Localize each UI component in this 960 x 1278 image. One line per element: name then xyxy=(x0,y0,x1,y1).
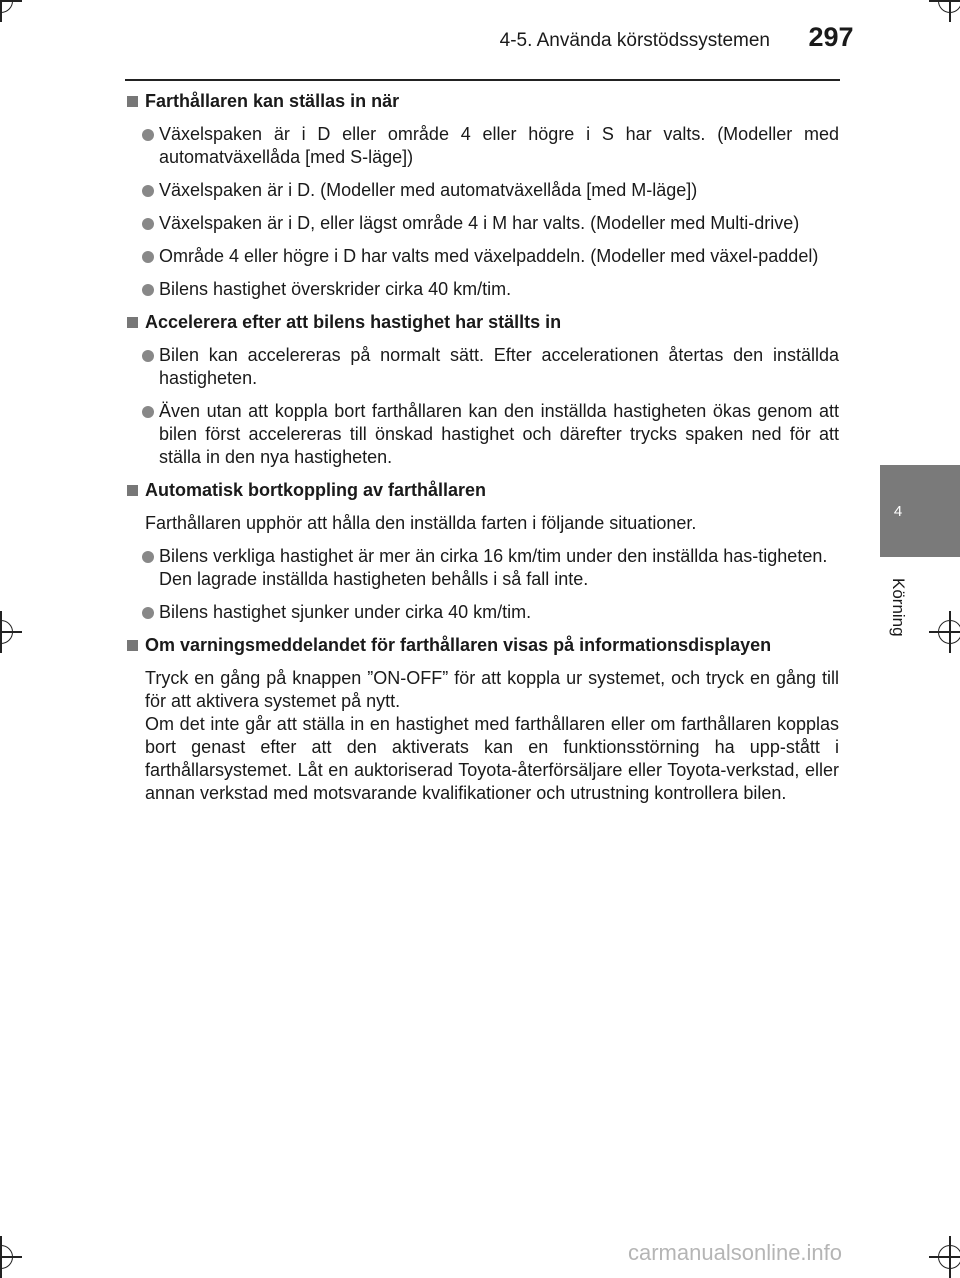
square-bullet-icon xyxy=(127,485,138,496)
section-auto-cancel xyxy=(127,479,839,624)
square-bullet-icon xyxy=(127,96,138,107)
registration-mark-icon xyxy=(0,620,13,644)
list-item-text: Bilens verkliga hastighet är mer än cirka 16 km/tim under den inställda has-tigheten. xyxy=(159,546,828,566)
section-cruise-settable xyxy=(127,90,839,301)
square-bullet-icon xyxy=(127,317,138,328)
list-item xyxy=(127,179,839,202)
registration-mark-icon xyxy=(938,0,960,13)
section-heading-text: Accelerera efter att bilens hastighet har ställts in xyxy=(145,312,562,332)
section-warning-message xyxy=(127,634,839,805)
list-item xyxy=(127,212,839,235)
list-item xyxy=(127,601,839,624)
circle-bullet-icon xyxy=(142,218,154,230)
circle-bullet-icon xyxy=(142,129,154,141)
list-item-text: Växelspaken är i D eller område 4 eller högre i S har valts. (Modeller med automatväxellåda [med S-läge]) xyxy=(159,124,839,167)
chapter-number: 4 xyxy=(893,503,903,520)
list-item-text: Område 4 eller högre i D har valts med växelpaddeln. (Modeller med växel-paddel) xyxy=(159,246,819,266)
page-content xyxy=(127,90,839,805)
running-header-title: 4-5. Använda körstödssystemen xyxy=(499,30,770,51)
list-item-text: Bilen kan accelereras på normalt sätt. Efter accelerationen återtas den inställda hastigheten. xyxy=(159,345,839,388)
list-item-text: Även utan att koppla bort farthållaren kan den inställda hastigheten ökas genom att bilen först accelereras till önskad hastighet och därefter trycks spaken ned för att ställa in den nya hastigheten. xyxy=(159,401,839,467)
section-heading xyxy=(127,479,839,502)
circle-bullet-icon xyxy=(142,406,154,418)
registration-mark-icon xyxy=(0,0,13,13)
circle-bullet-icon xyxy=(142,607,154,619)
section-paragraph xyxy=(127,667,839,805)
list-item xyxy=(127,344,839,390)
circle-bullet-icon xyxy=(142,350,154,362)
section-heading xyxy=(127,311,839,334)
page-number: 297 xyxy=(808,22,854,52)
registration-mark-icon xyxy=(938,620,960,644)
square-bullet-icon xyxy=(127,640,138,651)
registration-mark-icon xyxy=(938,1245,960,1269)
chapter-label: Körning xyxy=(889,578,908,637)
list-item xyxy=(127,123,839,169)
list-item-note: Den lagrade inställda hastigheten behålls i så fall inte. xyxy=(159,569,589,589)
section-heading-text: Automatisk bortkoppling av farthållaren xyxy=(145,480,487,500)
list-item-text: Bilens hastighet sjunker under cirka 40 km/tim. xyxy=(159,602,532,622)
section-accelerate xyxy=(127,311,839,469)
section-heading-text: Om varningsmeddelandet för farthållaren visas på informationsdisplayen xyxy=(145,635,772,655)
section-heading xyxy=(127,90,839,113)
registration-mark-icon xyxy=(0,1245,13,1269)
list-item xyxy=(127,400,839,469)
circle-bullet-icon xyxy=(142,284,154,296)
watermark: carmanualsonline.info xyxy=(628,1240,843,1265)
circle-bullet-icon xyxy=(142,185,154,197)
list-item xyxy=(127,245,839,268)
header-rule xyxy=(125,79,840,81)
list-item xyxy=(127,545,839,591)
circle-bullet-icon xyxy=(142,551,154,563)
paragraph-text: Tryck en gång på knappen ”ON-OFF” för att koppla ur systemet, och tryck en gång till för att aktivera systemet på nytt. xyxy=(145,668,839,711)
section-heading xyxy=(127,634,839,657)
paragraph-text: Om det inte går att ställa in en hastighet med farthållaren eller om farthållaren kopplas bort genast efter att den aktiverats kan en funktionsstörning ha upp-stått i farthållarsystemet. Låt en auktoriserad Toyota-återförsäljare eller Toyota-verkstad, eller annan verkstad med motsvarande kvalifikationer och utrustning kontrollera bilen. xyxy=(145,714,839,803)
list-item-text: Växelspaken är i D, eller lägst område 4 i M har valts. (Modeller med Multi-drive) xyxy=(159,213,800,233)
list-item-text: Bilens hastighet överskrider cirka 40 km/tim. xyxy=(159,279,512,299)
list-item-text: Växelspaken är i D. (Modeller med automatväxellåda [med M-läge]) xyxy=(159,180,698,200)
section-intro: Farthållaren upphör att hålla den inställda farten i följande situationer. xyxy=(145,513,697,533)
section-heading-text: Farthållaren kan ställas in när xyxy=(145,91,400,111)
list-item xyxy=(127,278,839,301)
circle-bullet-icon xyxy=(142,251,154,263)
